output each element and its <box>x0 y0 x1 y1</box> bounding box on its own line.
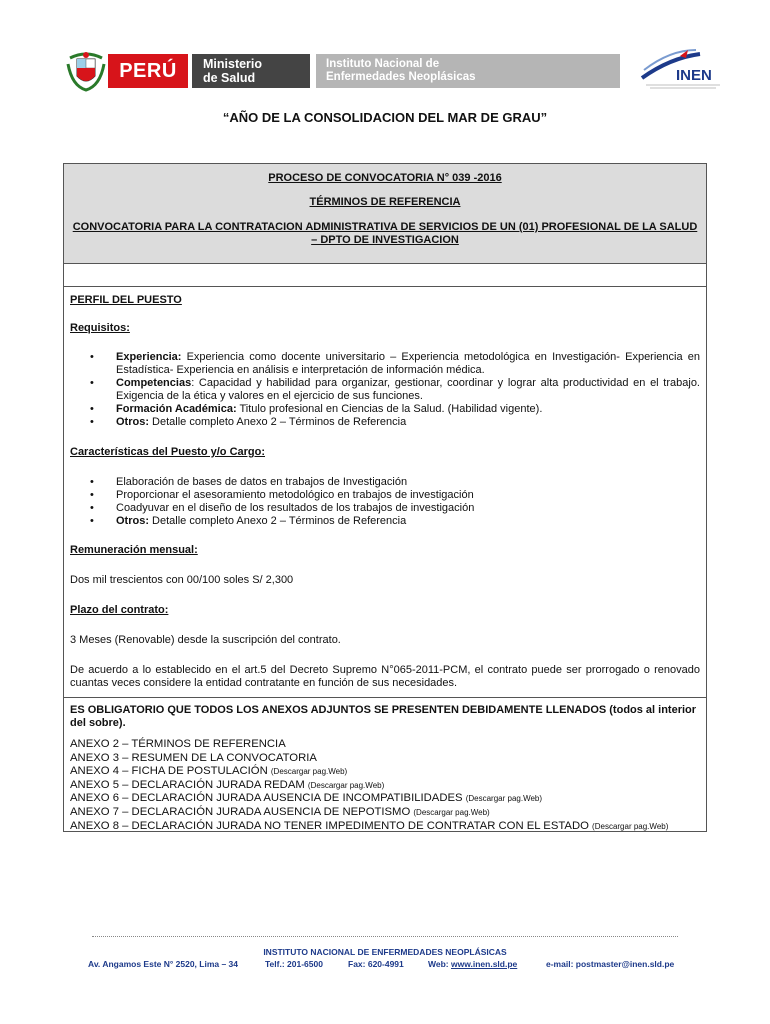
list-item-label: Competencias <box>116 377 192 389</box>
footer-web-label: Web: <box>428 959 451 969</box>
institute-line-2: Enfermedades Neoplásicas <box>326 71 476 83</box>
list-item-label: Formación Académica: <box>116 403 237 415</box>
title-section <box>64 164 706 264</box>
list-item-text: Experiencia como docente universitario – Experiencia metodológica en Investigación- Experiencia en Estadística- Experiencia en análisis e interpretación de información médica. <box>116 351 700 376</box>
annex-download-note: (Descargar pag.Web) <box>465 794 543 804</box>
list-item <box>70 502 700 515</box>
annex-item <box>70 738 706 752</box>
list-item <box>70 351 700 377</box>
inen-logo-text: INEN <box>676 67 712 84</box>
footer-email[interactable]: e-mail: postmaster@inen.sld.pe <box>546 959 675 969</box>
extension-text: De acuerdo a lo establecido en el art.5 del Decreto Supremo N°065-2011-PCM, el contrato puede ser prorrogado o renovado cuantas veces considere la entidad contratante en función de sus necesidades. <box>70 664 700 689</box>
peru-label: PERÚ <box>108 54 188 88</box>
list-item <box>70 489 700 502</box>
requirements-list <box>70 351 700 429</box>
ministry-line-2: de Salud <box>203 71 256 85</box>
annex-title: ANEXO 8 – DECLARACIÓN JURADA NO TENER IMPEDIMENTO DE CONTRATAR CON EL ESTADO <box>70 819 593 832</box>
annex-download-note: (Descargar pag.Web) <box>270 767 348 777</box>
annexes-list <box>70 738 706 833</box>
list-item-text: Titulo profesional en Ciencias de la Salud. (Habilidad vigente). <box>236 403 543 415</box>
salary-heading: Remuneración mensual: <box>70 544 198 556</box>
list-item <box>70 476 700 489</box>
list-item-label: Otros: <box>116 416 149 428</box>
process-title: PROCESO DE CONVOCATORIA N° 039 -2016 <box>268 172 502 184</box>
list-item <box>70 403 700 416</box>
year-motto: “AÑO DE LA CONSOLIDACION DEL MAR DE GRAU” <box>222 110 548 125</box>
list-item-text: Detalle completo Anexo 2 – Términos de Referencia <box>149 515 407 527</box>
contract-term-text: 3 Meses (Renovable) desde la suscripción del contrato. <box>70 634 341 646</box>
annex-item <box>70 779 706 793</box>
terms-title: TÉRMINOS DE REFERENCIA <box>309 196 461 208</box>
institute-label <box>316 54 620 88</box>
obligatory-notice: ES OBLIGATORIO QUE TODOS LOS ANEXOS ADJUNTOS SE PRESENTEN DEBIDAMENTE LLENADOS (todos al interior del sobre). <box>70 704 697 729</box>
characteristics-list <box>70 476 700 528</box>
list-item-text: Elaboración de bases de datos en trabajos de Investigación <box>116 476 408 488</box>
call-title: CONVOCATORIA PARA LA CONTRATACION ADMINISTRATIVA DE SERVICIOS DE UN (01) PROFESIONAL DE LA SALUD – DPTO DE INVESTIGACION <box>72 221 698 246</box>
annex-title: ANEXO 2 – TÉRMINOS DE REFERENCIA <box>70 738 286 750</box>
annex-item <box>70 752 706 766</box>
footer-web <box>428 959 517 969</box>
institute-line-1: Instituto Nacional de <box>326 58 440 70</box>
annex-download-note: (Descargar pag.Web) <box>307 780 385 790</box>
ministry-label <box>192 54 310 88</box>
list-item-text: Coadyuvar en el diseño de los resultados de los trabajos de investigación <box>116 502 475 514</box>
list-item-text: : Capacidad y habilidad para organizar, gestionar, coordinar y lograr alta productividad en el trabajo. Exigencia de la ética y valores en el ejercicio de sus funciones. <box>116 377 700 402</box>
list-item <box>70 416 700 429</box>
peru-coat-of-arms-icon <box>66 50 106 92</box>
annex-item <box>70 820 706 834</box>
footer-divider <box>92 936 678 937</box>
salary-text: Dos mil trescientos con 00/100 soles S/ 2,300 <box>70 574 294 586</box>
annex-title: ANEXO 3 – RESUMEN DE LA CONVOCATORIA <box>70 751 317 764</box>
annex-download-note: (Descargar pag.Web) <box>592 821 669 831</box>
list-item-label: Experiencia: <box>116 351 182 363</box>
terms-document-frame <box>63 163 707 832</box>
footer-web-link[interactable]: www.inen.sld.pe <box>450 959 518 969</box>
characteristics-heading: Características del Puesto y/o Cargo: <box>70 446 266 458</box>
annex-item <box>70 792 706 806</box>
annex-title: ANEXO 7 – DECLARACIÓN JURADA AUSENCIA DE NEPOTISMO <box>70 805 414 818</box>
annex-title: ANEXO 6 – DECLARACIÓN JURADA AUSENCIA DE INCOMPATIBILIDADES <box>70 792 466 805</box>
annex-title: ANEXO 5 – DECLARACIÓN JURADA REDAM <box>70 778 308 791</box>
ministry-line-1: Ministerio <box>203 57 263 71</box>
list-item <box>70 377 700 403</box>
annex-item <box>70 765 706 779</box>
empty-row <box>64 264 706 287</box>
list-item-text: Proporcionar el asesoramiento metodológico en trabajos de investigación <box>116 489 474 501</box>
footer-fax: Fax: 620-4991 <box>348 959 404 969</box>
profile-heading: PERFIL DEL PUESTO <box>70 294 182 306</box>
contract-term-heading: Plazo del contrato: <box>70 604 169 616</box>
page-header <box>0 0 770 100</box>
annex-item <box>70 806 706 820</box>
footer-phone: Telf.: 201-6500 <box>265 959 323 969</box>
list-item <box>70 515 700 528</box>
annex-download-note: (Descargar pag.Web) <box>413 807 490 817</box>
list-item-label: Otros: <box>116 515 149 527</box>
annex-title: ANEXO 4 – FICHA DE POSTULACIÓN <box>70 765 271 778</box>
list-item-text: Detalle completo Anexo 2 – Términos de Referencia <box>149 416 407 428</box>
inen-logo-icon <box>640 48 726 92</box>
requirements-heading: Requisitos: <box>70 322 130 334</box>
footer-institute: INSTITUTO NACIONAL DE ENFERMEDADES NEOPLÁSICAS <box>263 947 507 957</box>
footer-address: Av. Angamos Este N° 2520, Lima – 34 <box>88 959 239 969</box>
annexes-section <box>64 697 706 832</box>
